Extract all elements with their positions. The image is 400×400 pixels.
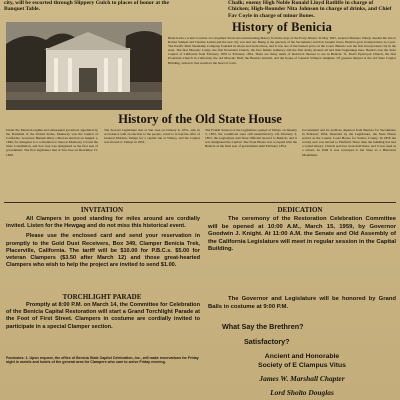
history-benicia-body: Benicia has a scenic location on Carquinez Strait and an interesting history from the days of the Forty-Niners. In May 1847, General Mariano Vallejo deeded the site to Robert Semple and Thomas Larkin and the new city was laid out. Being at the gateway of the Sacramento and San Joaquin rivers, Benicia grew in importance as a port. The Pacific Mail Steamship Company founded its shops and docks there, and it was one of the busiest ports on the Coast. Benicia was the first incorporated city in the state. The first Masonic Lodge, the first Protestant Church, the first female seminary and the first Army Arsenal all had their beginnings here. Benicia was the State Capitol of California from February 1853 to February 1854. There are many items of historical interest to see in Benicia: St. Paul's Episcopal Church, the first Protestant Church in California; the old Masonic Hall; the Benicia Arsenal, and the house of General Vallejo's daughter. Of greatest interest is the old State Capitol Building, restored, that stands in the heart of town. <box>168 36 396 65</box>
top-left-text: city, will be escorted through Slippery Gulch to places of honor at the Banquet Table. <box>4 0 169 13</box>
dedication-title: DEDICATION <box>277 206 323 214</box>
douglas-line: Lord Sholto Douglas <box>270 388 334 397</box>
ancient-honorable-line: Ancient and Honorable <box>264 353 340 360</box>
state-house-col-1: Under the Mexican regime and subsequent governors appointed by the President of the United States, Monterey was the Capital of California. Governor Bennett Riley called an election on August 1, 1849, for delegates to a convention to meet at Monterey to form the State Constitution, and San Jose was designated as the first seat of government. The first legislature met at San Jose on December 15, 1849. <box>6 128 98 157</box>
marshall-chapter-line: James W. Marshall Chapter <box>259 374 345 383</box>
torchlight-title: TORCHLIGHT PARADE <box>62 293 142 301</box>
history-benicia-title: History of Benicia <box>231 20 333 34</box>
invitation-paragraph-1: All Clampers in good standing for miles around are cordially invited. Listen for the Hewgag and do not miss this historical event. <box>6 216 200 230</box>
state-house-col-3: The Fourth Session of the Legislature opened at Vallejo on January 3, 1853, but conditions were still unsatisfactory. On February 4, 1853, the Legislature and State Officials moved to Benicia, and it was designated the Capitol. The State House was occupied with the Benicia as the final seat of government until February 1854. <box>205 128 297 149</box>
invitation-paragraph-2: Please use the enclosed card and send your reservation in promptly to the Gold Dust Receivers, Box 349, Clamper Benicia Trek, Placerville, California. The tariff will be $10.00 for P.B.C.s. $5.00 for veteran Clampers ($3.50 after March 12) and those great-hearted Clampers who wish to help the project are invited to send $1.00. <box>6 233 200 269</box>
top-right-text: Chalk; enemy High Noble Ronald Lloyd Ratliffe in charge of Chicken; High-Bounder Nita Johnson in charge of drinks, and Chief Fav Coyle in charge of minor Bones. <box>228 0 392 19</box>
what-say-heading: What Say the Brethren? <box>222 322 304 331</box>
society-line: Society of E Clampus Vitus <box>258 362 346 369</box>
state-house-col-2: The Second Legislature met at San Jose on January 6, 1851, and, in accordance with an election to the people, voted to accept the offer of General Mariano Vallejo for a capital site at Vallejo, and the Capitol was moved to Vallejo in 1852. <box>104 128 200 145</box>
satisfactory-heading: Satisfactory? <box>244 337 290 346</box>
state-house-photo <box>6 22 162 110</box>
footnote-text: Footnotes: 1. Upon request, the office of Benicia State Capitol Celebration, Inc., will make reservations for Friday night in motels and hotels of the general area for Clampers who care to arrive Friday evening. <box>6 356 199 365</box>
section-divider <box>4 202 396 203</box>
governor-paragraph: The Governor and Legislature will be honored by Grand Balls in costume at 9:00 P.M. <box>208 296 396 310</box>
torchlight-body: Promptly at 8:00 P.M. on March 14, the Committee for Celebration of the Benicia Capital Restoration will start a Grand Torchlight Parade at the Foot of First Street. Clampers in costume are cordially invited to participate in a special Clamper section. <box>6 302 200 330</box>
state-house-col-4: Government and its archives departed from Benicia for Sacramento in February 1854. Deserted by the Legislature, the State House served as the County Court House for Solano County. In 1858 the county seat was moved to Fairfield. Since then the building has had a varied history. Church services were held there, and it was used as a school. In 1949 it was conveyed to the State as a Historical Monument. <box>302 128 396 157</box>
invitation-title: INVITATION <box>80 206 124 214</box>
dedication-body: The ceremony of the Restoration Celebration Committee will be opened at 10:00 A.M., March 15, 1959, by Governor Goodwin J. Knight. At 11:00 A.M. the Senate and Old Assembly of the California Legislature will meet in regular session in the Capital Building. <box>208 216 396 253</box>
state-house-title: History of the Old State House <box>118 112 282 126</box>
